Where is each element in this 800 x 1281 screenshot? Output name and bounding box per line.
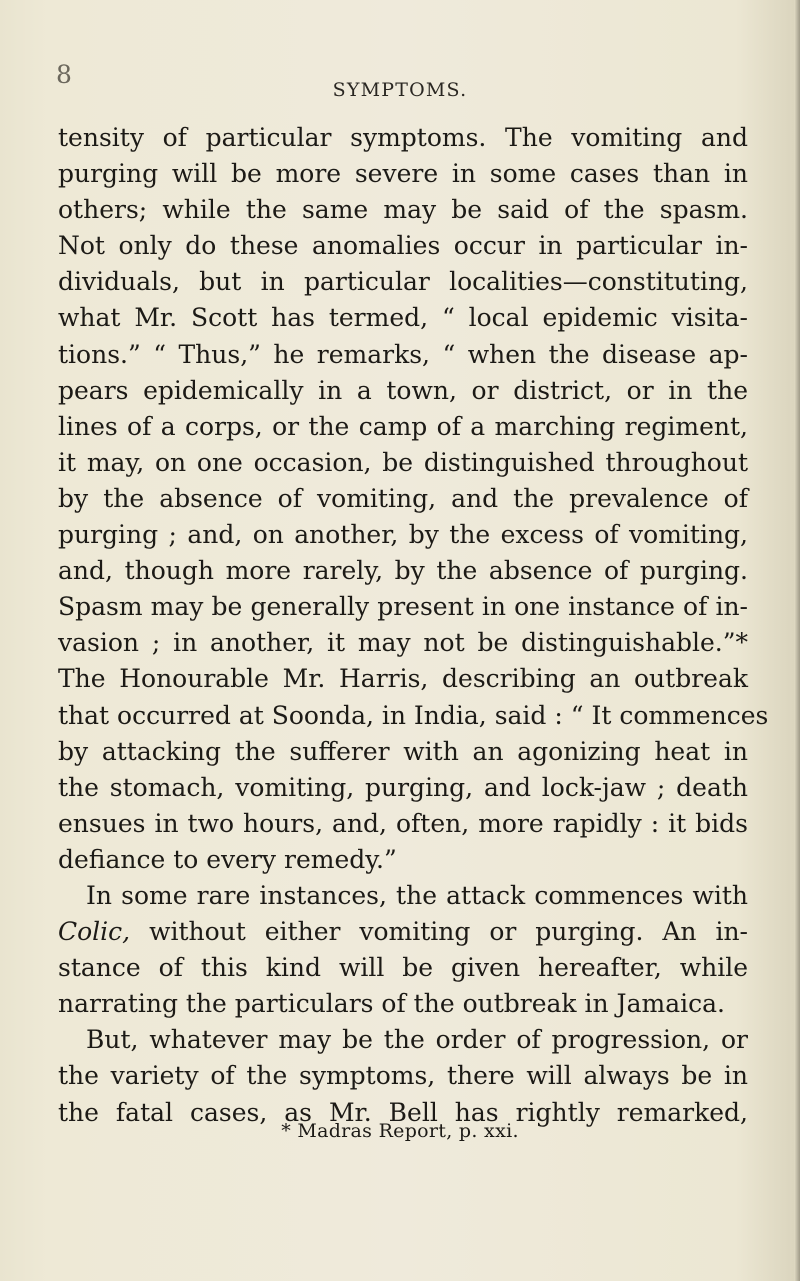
text-line: and, though more rarely, by the absence of purging.	[58, 556, 748, 586]
page-number: 8	[56, 60, 72, 89]
text-line: Not only do these anomalies occur in particular in-	[58, 231, 748, 261]
text-line: the fatal cases, as Mr. Bell has rightly remarked,	[58, 1097, 748, 1127]
running-head: SYMPTOMS.	[332, 79, 468, 101]
italic-term: Colic,	[58, 917, 131, 947]
text-line: pears epidemically in a town, or district, or in the	[58, 375, 748, 405]
text-line-rest: without either vomiting or purging. An in-	[130, 917, 748, 947]
text-line: tions.” “ Thus,” he remarks, “ when the disease ap-	[58, 339, 748, 369]
text-line: others; while the same may be said of the spasm.	[58, 195, 748, 225]
text-line: it may, on one occasion, be distinguished throughout	[58, 447, 748, 477]
text-line: purging ; and, on another, by the excess of vomiting,	[58, 520, 748, 550]
text-line: defiance to every remedy.”	[58, 844, 397, 874]
text-line: dividuals, but in particular localities—constituting,	[58, 267, 748, 297]
text-line: that occurred at Soonda, in India, said : “ It commences	[58, 700, 769, 730]
text-line: narrating the particulars of the outbreak in Jamaica.	[58, 989, 725, 1019]
footnote: * Madras Report, p. xxi.	[281, 1120, 519, 1142]
text-line: tensity of particular symptoms. The vomiting and	[58, 123, 748, 152]
text-line: by attacking the sufferer with an agonizing heat in	[58, 736, 748, 766]
page-edge-shadow	[794, 0, 800, 1281]
text-line: In some rare instances, the attack commences with	[86, 880, 748, 910]
text-line: the variety of the symptoms, there will always be in	[58, 1061, 748, 1091]
text-line: vasion ; in another, it may not be distinguishable.”*	[58, 628, 748, 658]
text-line: stance of this kind will be given hereafter, while	[58, 953, 748, 983]
text-line: by the absence of vomiting, and the prevalence of	[58, 483, 748, 513]
text-line: But, whatever may be the order of progression, or	[86, 1025, 748, 1055]
body-text	[58, 120, 769, 1131]
text-line: Spasm may be generally present in one instance of in-	[58, 592, 748, 622]
text-line: ensues in two hours, and, often, more rapidly : it bids	[58, 808, 748, 838]
text-line: lines of a corps, or the camp of a marching regiment,	[58, 411, 748, 441]
text-line	[58, 914, 748, 950]
text-line: purging will be more severe in some cases than in	[58, 159, 748, 189]
text-line: what Mr. Scott has termed, “ local epidemic visita-	[58, 303, 748, 333]
text-line: The Honourable Mr. Harris, describing an outbreak	[58, 664, 748, 694]
text-line: the stomach, vomiting, purging, and lock-jaw ; death	[58, 772, 748, 802]
